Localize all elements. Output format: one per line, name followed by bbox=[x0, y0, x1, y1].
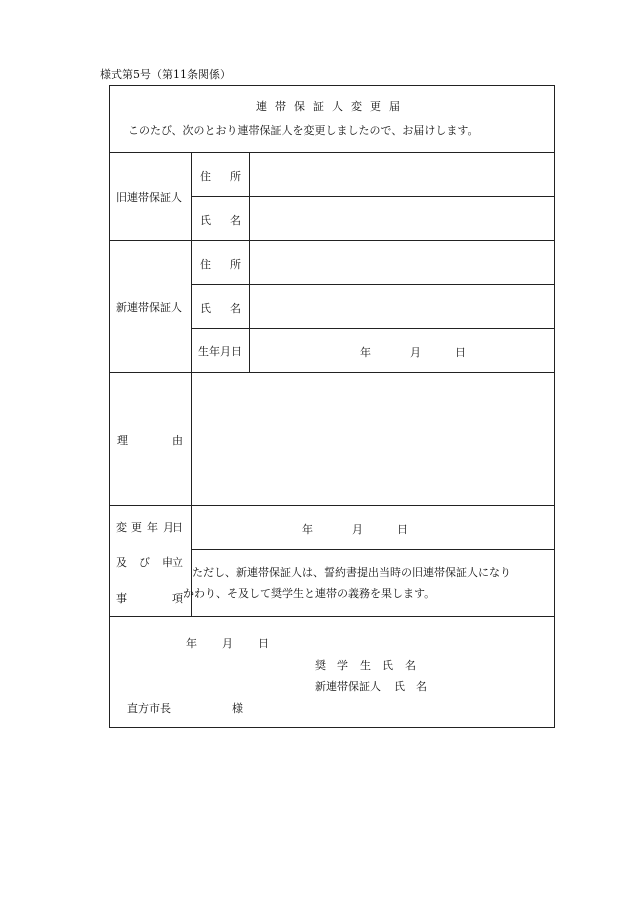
new-address-field[interactable] bbox=[250, 241, 555, 285]
student-name-label-1: 奨 bbox=[315, 659, 326, 672]
student-name-label-4: 氏 bbox=[382, 659, 393, 672]
new-guarantor-sign-label: 新連帯保証人 bbox=[315, 680, 381, 693]
new-name-label: 氏 名 bbox=[192, 285, 250, 329]
student-name-label-5: 名 bbox=[405, 659, 416, 672]
birth-year-label: 年 bbox=[360, 345, 371, 359]
old-name-label: 氏 名 bbox=[192, 197, 250, 241]
student-name-label-2: 学 bbox=[337, 659, 348, 672]
guarantor-change-form bbox=[109, 85, 555, 728]
old-guarantor-label: 旧連帯保証人 bbox=[110, 153, 192, 241]
old-name-field[interactable] bbox=[250, 197, 555, 241]
change-date-field[interactable] bbox=[192, 506, 555, 550]
birth-month-label: 月 bbox=[410, 345, 421, 359]
birth-date-label: 生年月日 bbox=[192, 329, 250, 373]
new-name-field[interactable] bbox=[250, 285, 555, 329]
signature-block bbox=[110, 617, 555, 728]
honorific: 様 bbox=[232, 702, 243, 715]
statement-note bbox=[183, 550, 555, 617]
sign-month-label: 月 bbox=[222, 637, 233, 650]
form-number: 様式第5号（第11条関係） bbox=[100, 68, 231, 81]
note-line-1: ただし、新連帯保証人は、誓約書提出当時の旧連帯保証人になり bbox=[192, 566, 511, 580]
new-guarantor-label: 新連帯保証人 bbox=[110, 241, 192, 373]
old-address-label: 住 所 bbox=[192, 153, 250, 197]
change-month-label: 月 bbox=[352, 522, 363, 536]
reason-label: 理 由 bbox=[110, 373, 192, 506]
note-line-2: かわり、そ及して奨学生と連帯の義務を果します。 bbox=[183, 587, 436, 601]
birth-date-field[interactable] bbox=[250, 329, 555, 373]
birth-day-label: 日 bbox=[455, 345, 466, 359]
new-guarantor-sign-name-2: 名 bbox=[416, 680, 427, 693]
reason-field[interactable] bbox=[192, 373, 555, 506]
addressee: 直方市長 bbox=[127, 702, 171, 715]
student-name-label-3: 生 bbox=[360, 659, 371, 672]
form-header bbox=[110, 86, 555, 153]
form-intro: このたび、次のとおり連帯保証人を変更しましたので、お届けします。 bbox=[128, 124, 479, 137]
form-title: 連帯保証人変更届 bbox=[256, 100, 408, 113]
sign-day-label: 日 bbox=[258, 637, 269, 650]
change-year-label: 年 bbox=[302, 522, 313, 536]
change-date-statement-label: 変 更 年 月 日 及 び 申 立 事 項 bbox=[110, 506, 192, 617]
new-address-label: 住 所 bbox=[192, 241, 250, 285]
old-address-field[interactable] bbox=[250, 153, 555, 197]
new-guarantor-sign-name-1: 氏 bbox=[394, 680, 405, 693]
sign-year-label: 年 bbox=[186, 637, 197, 650]
change-day-label: 日 bbox=[397, 522, 408, 536]
